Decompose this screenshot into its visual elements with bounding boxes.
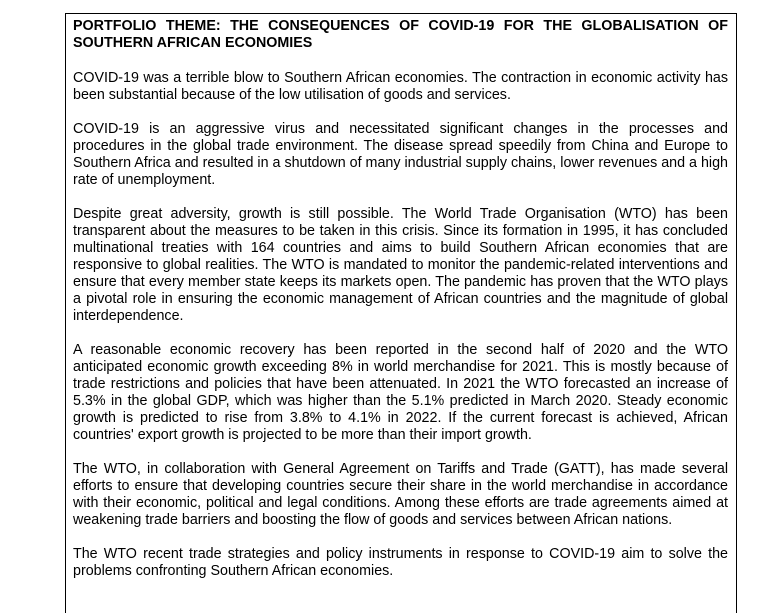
paragraph-impact: COVID-19 was a terrible blow to Southern African economies. The contraction in economic activity has been substantial because of the low utilisation of goods and services. <box>73 70 728 103</box>
document-frame <box>65 13 737 613</box>
paragraph-wto-role: Despite great adversity, growth is still possible. The World Trade Organisation (WTO) has been transparent about the measures to be taken in this crisis. Since its formation in 1995, it has concluded multinational treaties with 164 countries and aims to build Southern African economies that are responsive to global realities. The WTO is mandated to monitor the pandemic-related interventions and ensure that every member state keeps its markets open. The pandemic has proven that the WTO plays a pivotal role in ensuring the economic management of African countries and the magnitude of global interdependence. <box>73 206 728 324</box>
paragraph-trade-strategies: The WTO recent trade strategies and policy instruments in response to COVID-19 aim to solve the problems confronting Southern African economies. <box>73 546 728 579</box>
paragraph-virus-spread: COVID-19 is an aggressive virus and necessitated significant changes in the processes and procedures in the global trade environment. The disease spread speedily from China and Europe to Southern Africa and resulted in a shutdown of many industrial supply chains, lower revenues and a high rate of unemployment. <box>73 121 728 188</box>
portfolio-theme-heading: PORTFOLIO THEME: THE CONSEQUENCES OF COVID-19 FOR THE GLOBALISATION OF SOUTHERN AFRICAN ECONOMIES <box>73 18 728 51</box>
paragraph-wto-gatt: The WTO, in collaboration with General Agreement on Tariffs and Trade (GATT), has made several efforts to ensure that developing countries secure their share in the world merchandise in accordance with their economic, political and legal conditions. Among these efforts are trade agreements aimed at weakening trade barriers and boosting the flow of goods and services between African nations. <box>73 461 728 528</box>
paragraph-economic-recovery: A reasonable economic recovery has been reported in the second half of 2020 and the WTO anticipated economic growth exceeding 8% in world merchandise for 2021. This is mostly because of trade restrictions and policies that have been attenuated. In 2021 the WTO forecasted an increase of 5.3% in the global GDP, which was higher than the 5.1% predicted in March 2020. Steady economic growth is predicted to rise from 3.8% to 4.1% in 2022. If the current forecast is achieved, African countries' export growth is projected to be more than their import growth. <box>73 342 728 443</box>
